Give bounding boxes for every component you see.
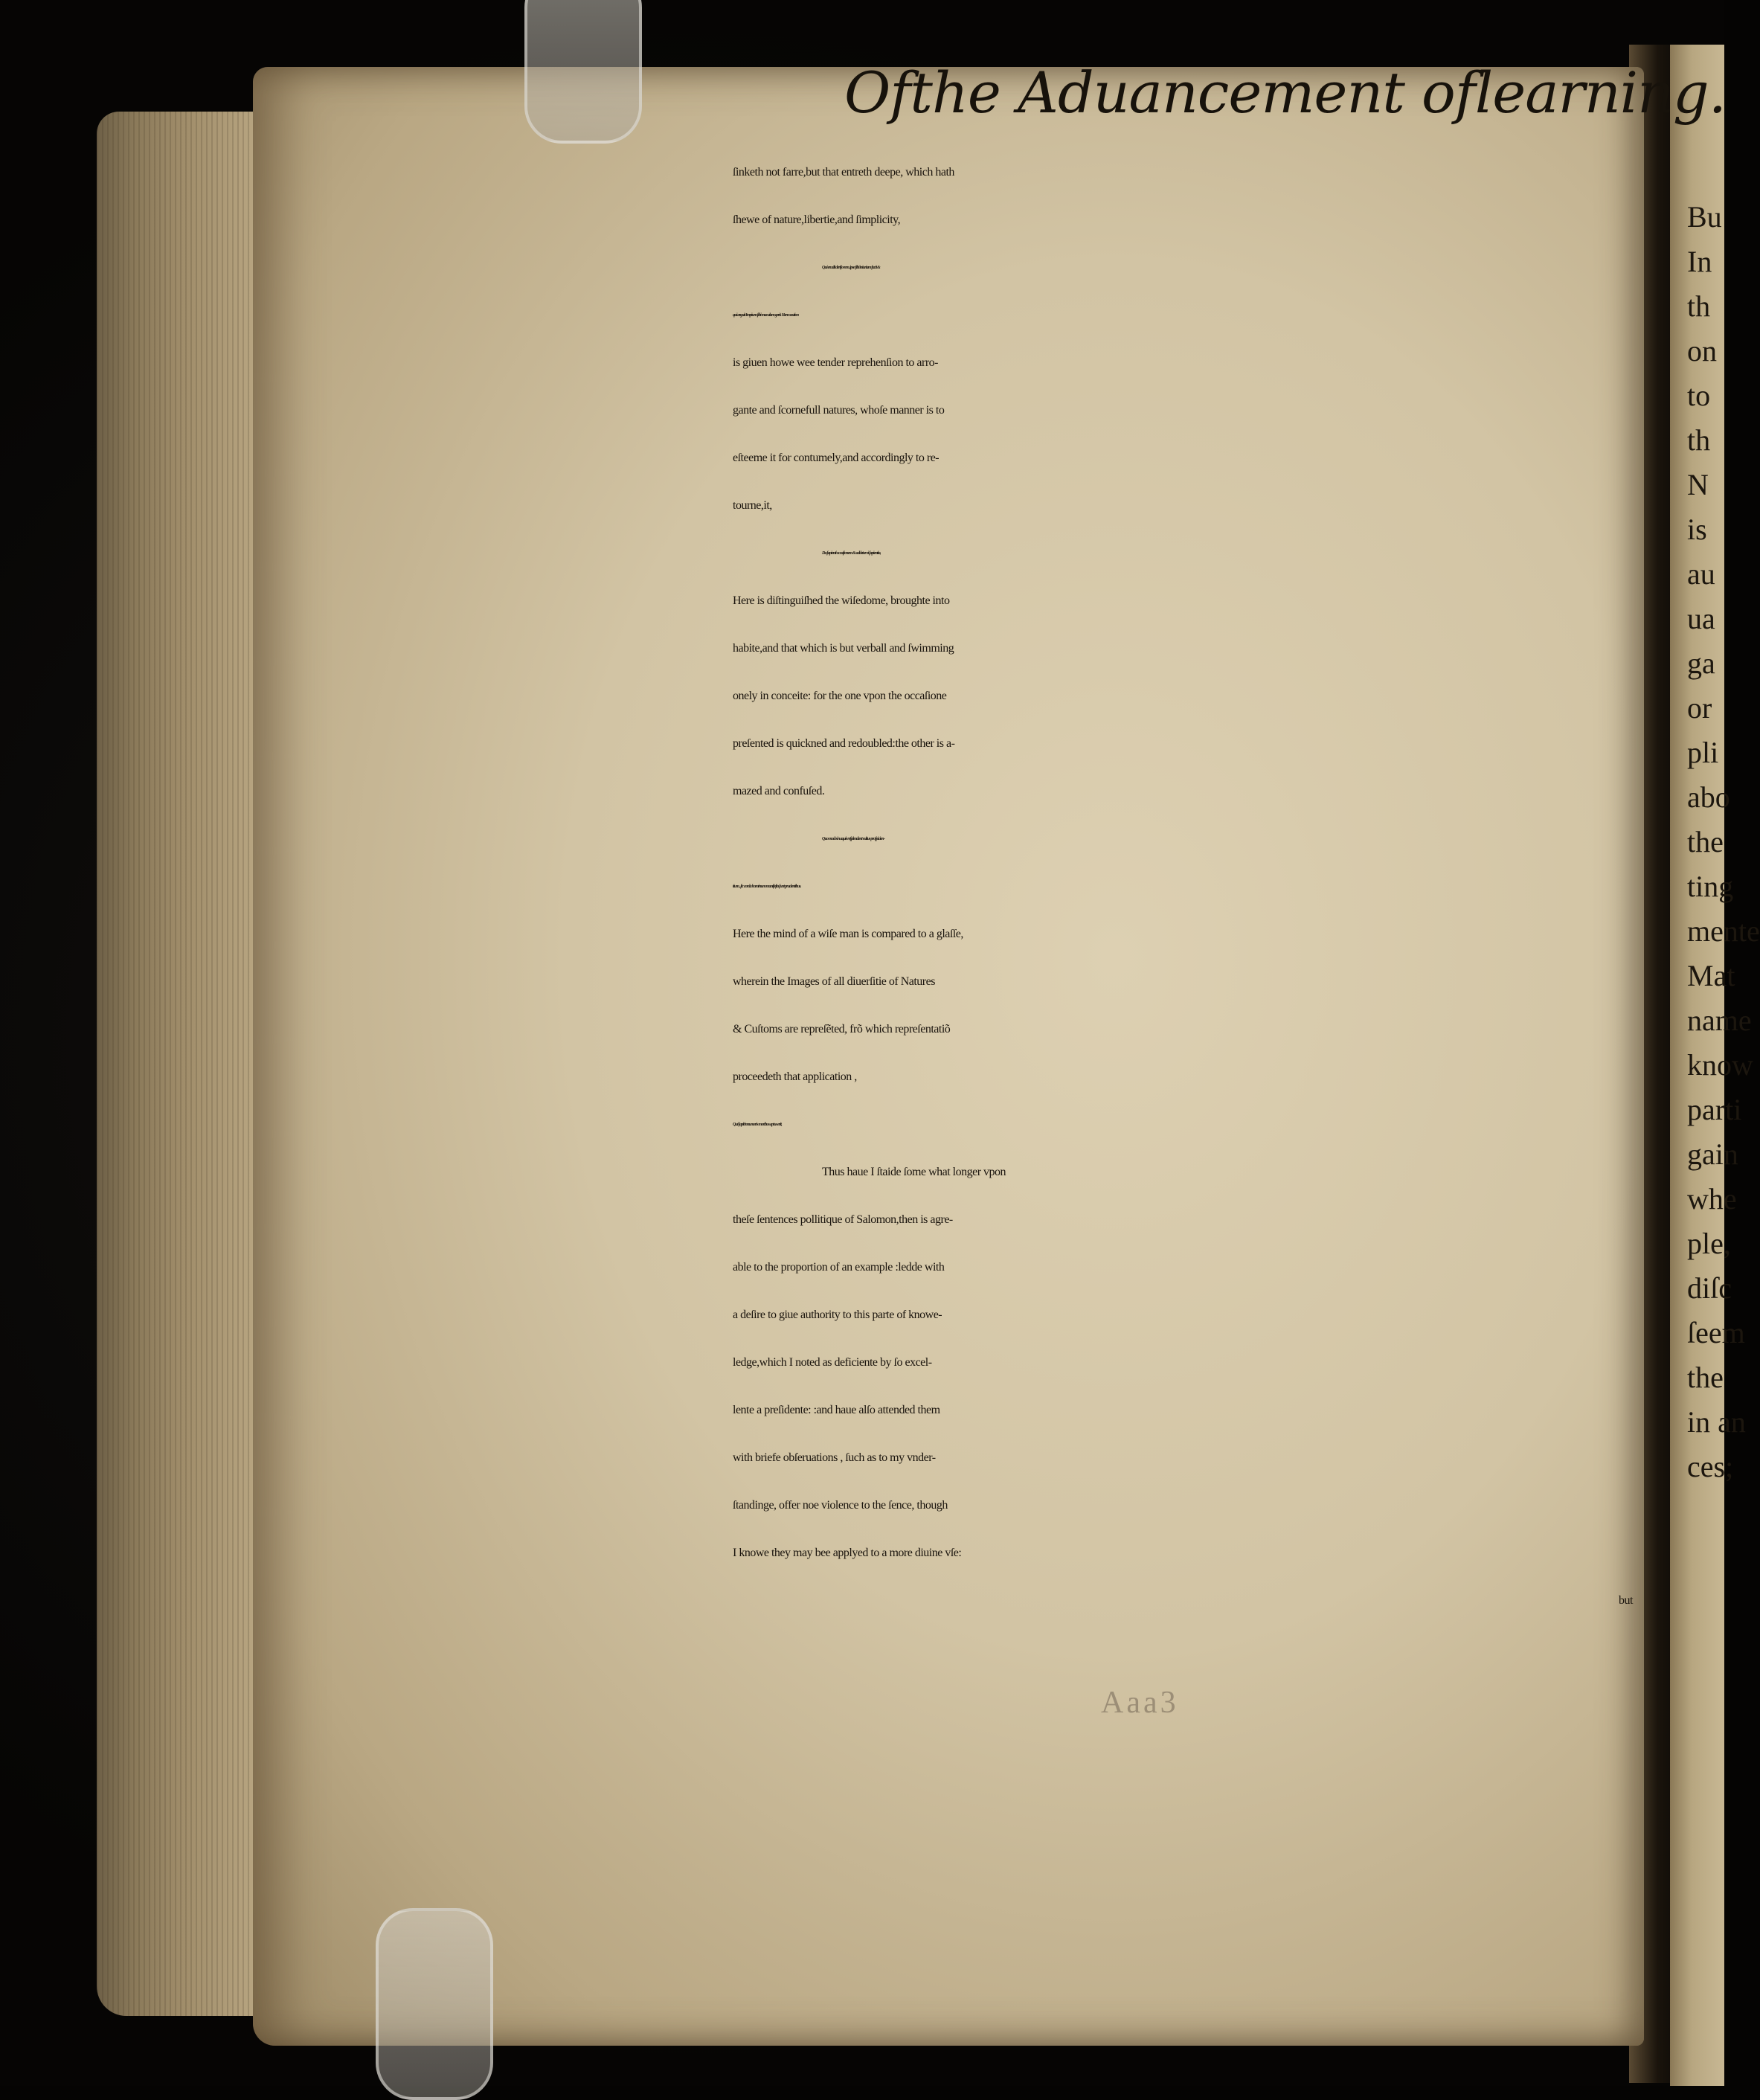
facing-page-fragment: ces; <box>1687 1450 1734 1483</box>
facing-page-fragment: au <box>1687 557 1715 591</box>
facing-page-fragment: ple, <box>1687 1227 1731 1260</box>
text-line: a deſire to giue authority to this parte of knowe- <box>733 1309 942 1321</box>
text-line: Quo modo in aquis reſplendent vultus proſpicien- <box>822 837 884 841</box>
text-line: theſe ſentences pollitique of Salomon,then is agre- <box>733 1213 953 1226</box>
text-line: ſtandinge, offer noe violence to the ſence, though <box>733 1499 948 1512</box>
facing-page-fragment: is <box>1687 513 1707 546</box>
book-clip-top <box>524 0 642 144</box>
facing-page-fragment: name <box>1687 1004 1752 1037</box>
text-line: eſteeme it for contumely,and accordingly to re- <box>733 452 940 464</box>
text-line: proceedeth that application , <box>733 1070 857 1083</box>
facing-page-fragment: Bu <box>1687 200 1722 234</box>
facing-page-fragment: the <box>1687 1361 1724 1394</box>
facing-page-fragment: ting <box>1687 870 1734 903</box>
text-line: onely in conceite: for the one vpon the occaſione <box>733 690 947 702</box>
facing-page-fragment: in an <box>1687 1405 1746 1439</box>
facing-page-fragment: ſeem <box>1687 1316 1745 1349</box>
facing-page-fragment: th <box>1687 423 1711 457</box>
text-line: able to the proportion of an example :ledde with <box>733 1261 945 1274</box>
facing-page-fragment: gain <box>1687 1137 1738 1171</box>
running-title: Ofthe Aduancement oflearning. <box>844 60 1726 126</box>
text-line: ledge,which I noted as deficiente by ſo excel- <box>733 1356 932 1369</box>
text-line: with briefe obſeruations , ſuch as to my vnder- <box>733 1451 936 1464</box>
text-line: ſinketh not farre,but that entreth deepe, which hath <box>733 166 954 179</box>
text-line: tium , ſic corda hominum manifeſta ſunt prudentibus. <box>733 884 801 889</box>
text-line: habite,and that which is but verball and ſwimming <box>733 642 954 655</box>
signature-mark: Aaa3 <box>1101 1686 1179 1720</box>
facing-page-fragment: the <box>1687 825 1724 858</box>
text-line: is giuen howe wee tender reprehenſion to arro- <box>733 356 938 369</box>
text-line: Qui ſapit innumeris moribus aptus erit, <box>733 1123 782 1127</box>
facing-page-fragment: Mat <box>1687 959 1735 992</box>
facing-page-fragment: diſc <box>1687 1271 1732 1305</box>
facing-page-fragment: on <box>1687 334 1717 367</box>
text-line: gante and ſcornefull natures, whoſe manner is to <box>733 404 945 417</box>
facing-page-fragment: ua <box>1687 602 1715 635</box>
facing-page-fragment: pli <box>1687 736 1719 769</box>
facing-page-fragment: parti <box>1687 1093 1742 1126</box>
text-line: tourne,it, <box>733 499 772 512</box>
text-line: Da ſapienti occaſionem & addetur ei ſapientia, <box>822 551 881 556</box>
facing-page-text <box>1687 195 1760 1489</box>
text-line: preſented is quickned and redoubled:the other is a- <box>733 737 955 750</box>
text-line: ſhewe of nature,libertie,and ſimplicity, <box>733 213 901 226</box>
facing-page-fragment: whe <box>1687 1182 1737 1216</box>
facing-page-fragment: abo <box>1687 780 1730 814</box>
facing-page-fragment: ga <box>1687 646 1715 680</box>
text-line: I knowe they may bee applyed to a more diuine vſe: <box>733 1547 962 1559</box>
facing-page-fragment: N <box>1687 468 1709 501</box>
book-clip-bottom <box>376 1908 493 2100</box>
facing-page-fragment: th <box>1687 289 1711 323</box>
text-line: lente a preſidente: :and haue alſo attended them <box>733 1404 940 1416</box>
text-line: mazed and confuſed. <box>733 785 825 797</box>
text-line: Here is diſtinguiſhed the wiſedome, broughte into <box>733 594 950 607</box>
page-body-text <box>733 149 1633 1625</box>
text-line: Thus haue I ſtaide ſome what longer vpon <box>822 1166 1006 1178</box>
facing-page-fragment: mente <box>1687 914 1760 948</box>
text-line: wherein the Images of all diuerſitie of Natures <box>733 975 935 988</box>
facing-page-fragment: know <box>1687 1048 1753 1082</box>
facing-page-fragment: In <box>1687 245 1712 278</box>
text-line: Here the mind of a wiſe man is compared to a glaſſe, <box>733 928 963 940</box>
text-line: & Cuſtoms are repreſẽted, frõ which repreſentatiõ <box>733 1023 951 1035</box>
facing-page-fragment: to <box>1687 379 1711 412</box>
facing-page-fragment: or <box>1687 691 1712 725</box>
catchword: but <box>1619 1594 1633 1607</box>
text-line: Qui erudit deriſo rem ,ipse ſibi iniuriam facit & <box>822 266 880 270</box>
text-line: qui arguit Impium ſibi maculam gerit. Here caution <box>733 313 799 318</box>
